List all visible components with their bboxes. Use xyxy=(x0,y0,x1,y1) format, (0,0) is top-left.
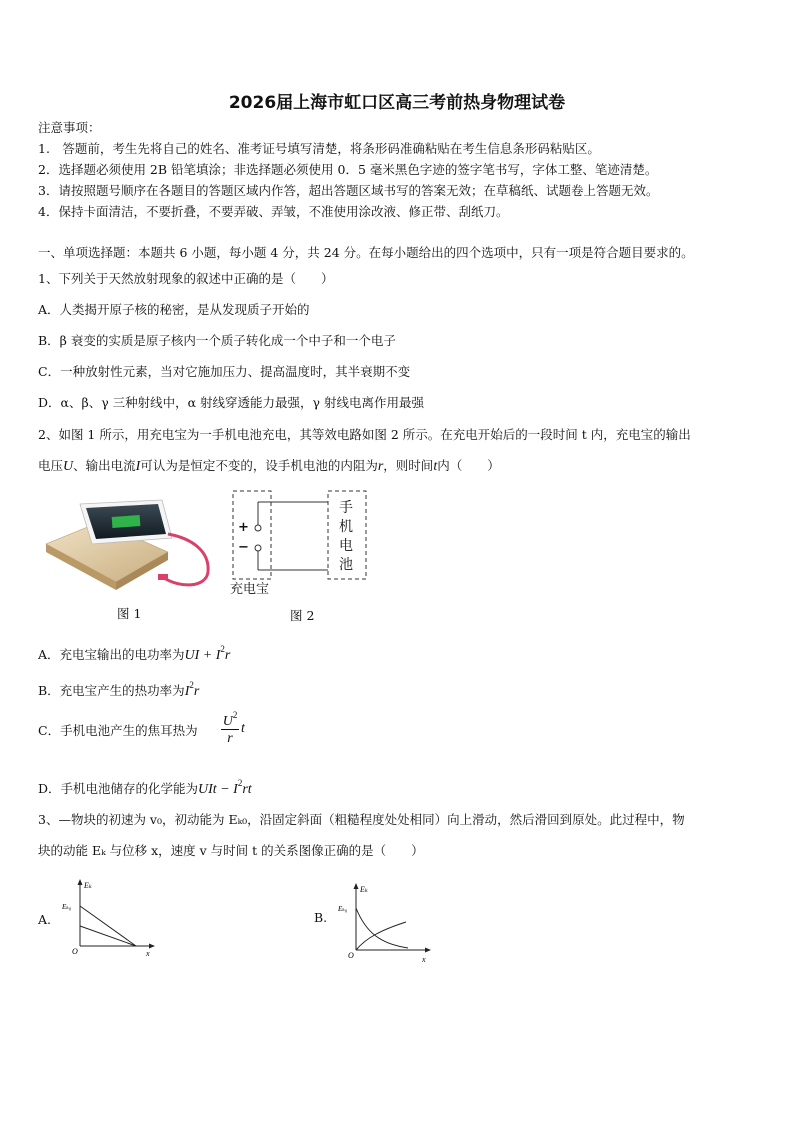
question-3-line-1: 3、—物块的初速为 v₀，初动能为 Eₖ₀，沿固定斜面（粗糙程度处处相同）向上滑动，然后滑回到原处。此过程中，物 xyxy=(38,812,685,827)
question-1-option-a: A．人类揭开原子核的秘密，是从发现质子开始的 xyxy=(38,302,310,317)
fraction-bar xyxy=(221,729,239,730)
question-2-line-1: 2、如图 1 所示，用充电宝为一手机电池充电，其等效电路如图 2 所示。在充电开始后的一段时间 t 内，充电宝的输出 xyxy=(38,427,691,442)
question-1-option-c: C．一种放射性元素，当对它施加压力、提高温度时，其半衰期不变 xyxy=(38,364,411,379)
phone-battery-char: 电 xyxy=(339,538,353,554)
question-2-option-c: C．手机电池产生的焦耳热为 xyxy=(38,723,198,738)
graph-b xyxy=(336,878,436,964)
question-2-option-a: A．充电宝输出的电功率为UI + $I^2r$ xyxy=(38,644,231,663)
question-2-line-2: 电压U、输出电流I可认为是恒定不变的，设手机电池的内阻为r，则时间t内（ ） xyxy=(38,458,500,474)
phone-battery-char: 手 xyxy=(339,500,353,516)
graph-b-y0-label: Eₖ₀ xyxy=(338,905,348,913)
question-3-line-2: 块的动能 Eₖ 与位移 x，速度 v 与时间 t 的关系图像正确的是（ ） xyxy=(38,843,424,858)
phone-battery-char: 池 xyxy=(339,557,353,573)
graph-b-origin: O xyxy=(348,951,354,960)
positive-terminal-label: + xyxy=(238,520,249,535)
figure-1-caption: 图 1 xyxy=(117,606,142,621)
notes-heading: 注意事项： xyxy=(38,120,101,135)
fraction-tail: t xyxy=(241,721,245,736)
note-item: 2．选择题必须使用 2B 铅笔填涂；非选择题必须使用 0．5 毫米黑色字迹的签字笔书写，字体工整、笔迹清楚。 xyxy=(38,162,658,177)
question-1-option-b: B．β 衰变的实质是原子核内一个质子转化成一个中子和一个电子 xyxy=(38,333,396,348)
note-item: 1. 答题前，考生先将自己的姓名、准考证号填写清楚，将条形码准确粘贴在考生信息条形码粘贴区。 xyxy=(38,141,600,156)
negative-terminal-label: − xyxy=(238,540,249,555)
graph-a-x-label: x xyxy=(146,949,150,956)
power-bank-label: 充电宝 xyxy=(230,582,270,597)
note-item: 4．保持卡面清洁，不要折叠，不要弄破、弄皱，不准使用涂改液、修正带、刮纸刀。 xyxy=(38,204,509,219)
graph-a xyxy=(60,876,160,956)
note-item: 3．请按照题号顺序在各题目的答题区域内作答，超出答题区域书写的答案无效；在草稿纸、试题卷上答题无效。 xyxy=(38,183,659,198)
question-3-option-a-label: A. xyxy=(38,912,52,927)
graph-b-y-label: Eₖ xyxy=(360,885,368,894)
graph-b-x-label: x xyxy=(422,955,426,964)
question-1-stem: 1、下列关于天然放射现象的叙述中正确的是（ ） xyxy=(38,271,334,286)
figure-1-powerbank-image xyxy=(40,492,216,600)
question-2-option-b: B．充电宝产生的热功率为$I^2r$ xyxy=(38,680,200,699)
graph-a-y-label: Eₖ xyxy=(84,881,92,890)
section-heading: 一、单项选择题：本题共 6 小题，每小题 4 分，共 24 分。在每小题给出的四个选项中，只有一项是符合题目要求的。 xyxy=(38,245,694,260)
graph-a-origin: O xyxy=(72,947,78,956)
phone-battery-char: 机 xyxy=(339,519,353,535)
figure-2-caption: 图 2 xyxy=(290,608,315,623)
question-2-option-d: D．手机电池储存的化学能为UIt − $I^2rt$ xyxy=(38,778,252,797)
question-3-option-b-label: B. xyxy=(314,910,328,925)
graph-a-y0-label: Eₖ₀ xyxy=(62,903,72,911)
question-1-option-d: D．α、β、γ 三种射线中，α 射线穿透能力最强，γ 射线电离作用最强 xyxy=(38,395,424,410)
fraction-numerator: $U^2$ xyxy=(222,710,238,729)
fraction-denominator: r xyxy=(227,731,233,746)
page-title: 2026届上海市虹口区高三考前热身物理试卷 xyxy=(228,93,566,113)
